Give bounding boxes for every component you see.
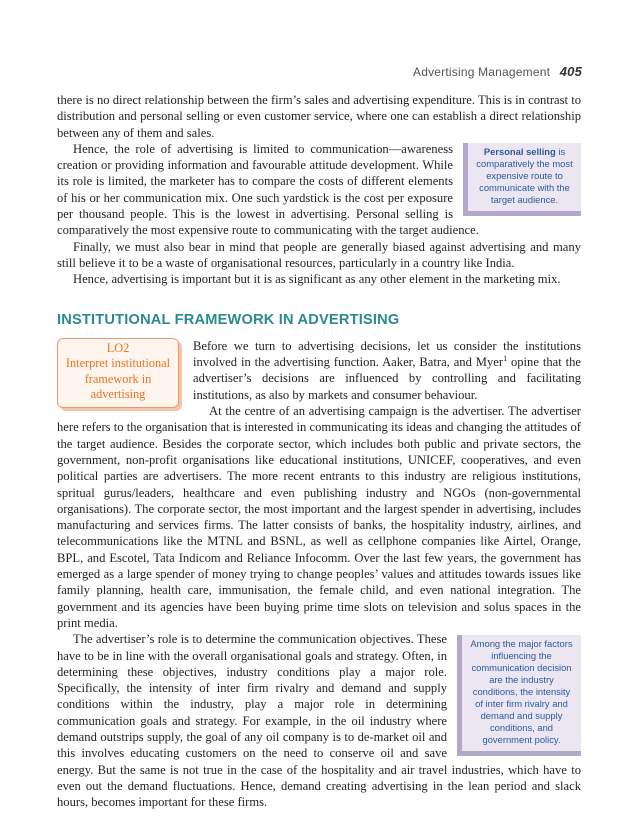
footnote-ref: 1 <box>503 353 508 363</box>
paragraph-text: Before we turn to advertising decisions, let us consider the institutions involved in the advertising function. Aaker, Batra, and Myer <box>193 338 581 370</box>
paragraph: Hence, the role of advertising is limited to communication—awareness creation or providing information and favourable attitude development. While its role is limited, the marketer has to compare the costs of different elements of his or her communication mix. One such yardstick is the cost per exposure per thousand people. This is the lowest in advertising. Personal selling is comparatively the most expensive route to communicating with the target audience. <box>57 141 479 238</box>
margin-note-industry-factors: Among the major factors influencing the communication decision are the industry conditions, the intensity of inter firm rivalry and demand and supply conditions, and government policy. <box>457 635 581 756</box>
page-number: 405 <box>559 64 582 79</box>
paragraph: The advertiser’s role is to determine the communication objectives. These have to be in line with the overall organisational goals and strategy. Often, in determining these objectives, industry conditions play a major role. Specifically, the intensity of inter firm rivalry and demand and supply conditions within the industry, play a major role in determining communication goals and strategy. For example, in the oil industry where demand outstrips supply, the goal of any oil company is to de-market oil and this involves educating customers on the need to conserve oil and save energy. But the same is not true in the case of the hospitality and air travel industries, which have to even out the demand fluctuations. Hence, demand creating advertising in the lean period and slack hours, becomes important for these firms. <box>57 632 581 810</box>
paragraph-text: opine that the advertiser’s decisions are influenced by controlling and facilitating institutions, as also by markets and consumer behaviour. <box>193 355 581 402</box>
learning-objective-label: LO2 <box>106 340 130 355</box>
margin-note-keyword: Personal selling <box>483 145 556 157</box>
paragraph: Hence, advertising is important but it is as significant as any other element in the marketing mix. <box>73 272 561 287</box>
paragraph: there is no direct relationship between the firm’s sales and advertising expenditure. This is in contrast to distribution and personal selling or even customer service, where one can establish a direct relationship between any of them and sales. <box>57 93 581 140</box>
running-header <box>413 64 582 79</box>
paragraph: At the centre of an advertising campaign is the advertiser. The advertiser here refers to the organisation that is interested in communicating its ideas and changing the attitudes of the target audience. Besides the corporate sector, which includes both public and private sectors, the government, non-profit organisations like educational institutions, UNICEF, cooperatives, and even political parties are advertisers. The more recent entrants to this industry are religious institutions, spritual gurus/leaders, healthcare and even publishing industry and NGOs (non-governmental organisations). The corporate sector, the most important and the largest spender in advertising, includes manufacturing and services firms. The latter consists of banks, the hospitality industry, airlines, and telecommunications like the MTNL and BSNL, as well as cellphone companies like Airtel, Orange, BPL, and Escotel, Tata Indicom and Reliance Infocomm. Over the last few years, the government has emerged as a large spender of money trying to change peoples’ values and attitudes towards issues like family planning, health care, immunisation, the female child, and even national integration. The government and its agencies have been buying prime time slots on television and solus spaces in the print media. <box>57 404 581 630</box>
learning-objective-box <box>57 338 179 408</box>
page-body <box>57 92 581 810</box>
section-heading: INSTITUTIONAL FRAMEWORK IN ADVERTISING <box>57 311 400 328</box>
margin-note-personal-selling <box>463 143 581 216</box>
running-title: Advertising Management <box>413 65 551 79</box>
paragraph: Finally, we must also bear in mind that people are generally biased against advertising and many still believe it to be a waste of organisational resources, particularly in a country like India. <box>57 239 581 270</box>
learning-objective-text: Interpret institutional framework in advertising <box>65 356 171 402</box>
margin-note-text: is comparatively the most expensive route to communicate with the target audience. <box>476 145 573 205</box>
